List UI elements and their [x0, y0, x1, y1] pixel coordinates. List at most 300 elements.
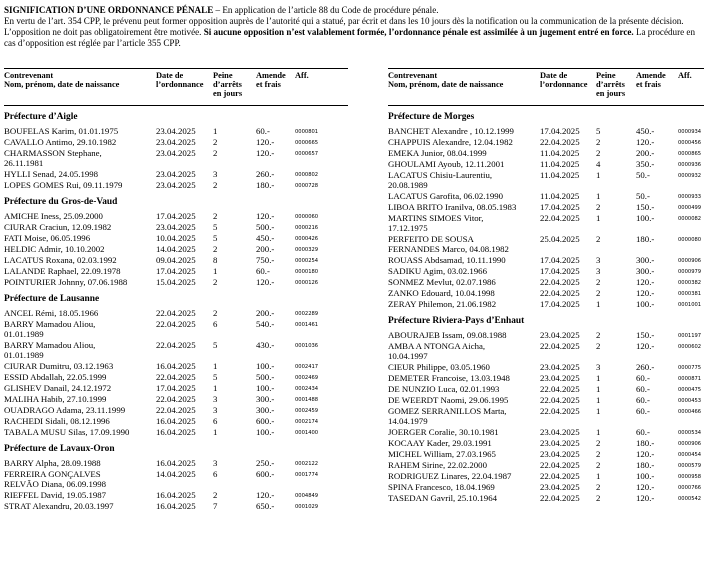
penalty-days: 1 — [213, 383, 218, 393]
header-case: Aff. — [295, 71, 309, 80]
penalty-days: 1 — [596, 406, 601, 416]
table-row — [388, 471, 704, 482]
case-number: 0000216 — [295, 225, 319, 231]
order-date: 23.04.2025 — [540, 427, 580, 437]
case-number: 0000936 — [678, 162, 702, 168]
case-number: 0000329 — [295, 247, 319, 253]
case-number: 0001197 — [678, 333, 702, 339]
offender-name: DEMETER Francoise, 13.03.1948 — [388, 373, 510, 383]
order-date: 23.04.2025 — [540, 449, 580, 459]
table-row — [4, 427, 348, 438]
offender-name: MICHEL William, 27.03.1965 — [388, 449, 496, 459]
case-number: 0000180 — [295, 269, 319, 275]
header-date: Date de l’ordonnance — [540, 71, 588, 89]
section-title: Préfecture de Lausanne — [4, 294, 100, 304]
penalty-days: 3 — [596, 255, 601, 265]
penalty-days: 1 — [596, 299, 601, 309]
case-number: 0000382 — [678, 280, 702, 286]
table-row — [4, 405, 348, 416]
case-number: 0002469 — [295, 375, 319, 381]
table-row — [4, 126, 348, 137]
fine-amount: 120.- — [636, 288, 655, 298]
table-row — [388, 330, 704, 341]
offender-name: BARRY Mamadou Aliou, 01.01.1989 — [4, 340, 96, 360]
penalty-days: 2 — [213, 490, 218, 500]
fine-amount: 100.- — [636, 299, 655, 309]
fine-amount: 500.- — [256, 372, 275, 382]
section-title: Préfecture de Lavaux-Oron — [4, 444, 115, 454]
offender-name: BARRY Mamadou Aliou, 01.01.1989 — [4, 319, 96, 339]
section-title: Préfecture d’Aigle — [4, 112, 78, 122]
offender-name: HYLLI Senad, 24.05.1998 — [4, 169, 99, 179]
header-date: Date de l’ordonnance — [156, 71, 204, 89]
fine-amount: 120.- — [256, 137, 275, 147]
table-row — [4, 211, 348, 222]
fine-amount: 120.- — [636, 449, 655, 459]
fine-amount: 60.- — [636, 406, 650, 416]
case-number: 0000728 — [295, 183, 319, 189]
fine-amount: 260.- — [636, 362, 655, 372]
order-date: 22.04.2025 — [540, 277, 580, 287]
fine-amount: 300.- — [256, 405, 275, 415]
case-number: 0000933 — [678, 194, 702, 200]
penalty-days: 5 — [213, 340, 218, 350]
order-date: 17.04.2025 — [156, 211, 196, 221]
order-date: 11.04.2025 — [540, 159, 580, 169]
penalty-days: 7 — [213, 501, 218, 511]
penalty-days: 1 — [213, 427, 218, 437]
table-row — [388, 373, 704, 384]
penalty-days: 5 — [213, 372, 218, 382]
penalty-days: 2 — [596, 493, 601, 503]
offender-name: SADIKU Agim, 03.02.1966 — [388, 266, 487, 276]
order-date: 22.04.2025 — [540, 384, 580, 394]
offender-name: SPINA Francesco, 18.04.1969 — [388, 482, 495, 492]
order-date: 22.04.2025 — [540, 406, 580, 416]
table-row — [388, 277, 704, 288]
penalty-days: 3 — [213, 169, 218, 179]
fine-amount: 120.- — [636, 493, 655, 503]
table-row — [4, 361, 348, 372]
offender-name: JOERGER Coralie, 30.10.1981 — [388, 427, 499, 437]
order-date: 11.04.2025 — [540, 148, 580, 158]
order-date: 22.04.2025 — [156, 394, 196, 404]
case-number: 0002122 — [295, 461, 319, 467]
table-row — [4, 255, 348, 266]
case-number: 0001029 — [295, 504, 319, 510]
order-date: 17.04.2025 — [540, 266, 580, 276]
header-case: Aff. — [678, 71, 692, 80]
fine-amount: 200.- — [256, 244, 275, 254]
order-date: 22.04.2025 — [156, 405, 196, 415]
offender-name: CIEUR Philippe, 03.05.1960 — [388, 362, 490, 372]
offender-name: LOPES GOMES Rui, 09.11.1979 — [4, 180, 123, 190]
offender-name: POINTURIER Johnny, 07.06.1988 — [4, 277, 128, 287]
penalty-days: 3 — [596, 266, 601, 276]
offender-name: GOMEZ SERRANILLOS Marta, 14.04.1979 — [388, 406, 507, 426]
fine-amount: 100.- — [256, 427, 275, 437]
case-number: 0000579 — [678, 463, 702, 469]
order-date: 17.04.2025 — [540, 126, 580, 136]
order-date: 22.04.2025 — [540, 493, 580, 503]
penalty-days: 2 — [596, 460, 601, 470]
fine-amount: 100.- — [636, 471, 655, 481]
penalty-days: 3 — [213, 405, 218, 415]
penalty-days: 1 — [596, 395, 601, 405]
order-date: 16.04.2025 — [156, 501, 196, 511]
right-column — [388, 68, 704, 504]
fine-amount: 500.- — [256, 222, 275, 232]
fine-amount: 120.- — [256, 490, 275, 500]
table-row — [388, 137, 704, 148]
penalty-days: 2 — [596, 277, 601, 287]
penalty-days: 4 — [596, 159, 601, 169]
table-row — [388, 234, 704, 255]
case-number: 0002434 — [295, 386, 319, 392]
penalty-days: 6 — [213, 416, 218, 426]
order-date: 22.04.2025 — [540, 471, 580, 481]
penalty-days: 1 — [213, 361, 218, 371]
penalty-days: 2 — [596, 330, 601, 340]
fine-amount: 120.- — [256, 211, 275, 221]
fine-amount: 200.- — [256, 308, 275, 318]
penalty-days: 2 — [596, 234, 601, 244]
table-row — [4, 340, 348, 361]
order-date: 14.04.2025 — [156, 469, 196, 479]
order-date: 17.04.2025 — [540, 202, 580, 212]
order-date: 14.04.2025 — [156, 244, 196, 254]
case-number: 0000979 — [678, 269, 702, 275]
offender-name: MALIHA Habib, 27.10.1999 — [4, 394, 107, 404]
offender-name: DE NUNZIO Luca, 02.01.1993 — [388, 384, 500, 394]
case-number: 0000534 — [678, 430, 702, 436]
penalty-days: 2 — [213, 244, 218, 254]
order-date: 23.04.2025 — [540, 482, 580, 492]
fine-amount: 300.- — [636, 255, 655, 265]
case-number: 0002417 — [295, 364, 319, 370]
penalty-days: 2 — [213, 180, 218, 190]
case-number: 0000082 — [678, 216, 702, 222]
notice-title: SIGNIFICATION D’UNE ORDONNANCE PÉNALE — [4, 5, 214, 15]
offender-name: RODRIGUEZ Linares, 22.04.1987 — [388, 471, 512, 481]
offender-name: ROUASS Abdsamad, 10.11.1990 — [388, 255, 506, 265]
offender-name: LACATUS Garofita, 06.02.1990 — [388, 191, 504, 201]
penalty-days: 2 — [213, 211, 218, 221]
penalty-days: 2 — [596, 288, 601, 298]
fine-amount: 180.- — [256, 180, 275, 190]
notice-end-text: La procédure en cas d’opposition est réglée par l’article 355 CPP. — [4, 27, 696, 48]
case-number: 0000475 — [678, 387, 702, 393]
case-number: 0000060 — [295, 214, 319, 220]
case-number: 0000865 — [678, 151, 702, 157]
case-number: 0000080 — [678, 237, 702, 243]
offender-name: KOCAAY Kader, 29.03.1991 — [388, 438, 492, 448]
order-date: 23.04.2025 — [540, 330, 580, 340]
penalty-days: 8 — [213, 255, 218, 265]
table-row — [4, 233, 348, 244]
fine-amount: 180.- — [636, 438, 655, 448]
fine-amount: 180.- — [636, 234, 655, 244]
order-date: 15.04.2025 — [156, 277, 196, 287]
table-row — [388, 362, 704, 373]
penalty-days: 1 — [596, 373, 601, 383]
case-number: 0000602 — [678, 344, 702, 350]
table-row — [4, 148, 348, 169]
order-date: 16.04.2025 — [156, 427, 196, 437]
case-number: 0000775 — [678, 365, 702, 371]
penalty-days: 1 — [213, 126, 218, 136]
fine-amount: 200.- — [636, 148, 655, 158]
offender-name: FERREIRA GONÇALVES RELVÃO Diana, 06.09.1998 — [4, 469, 107, 489]
fine-amount: 650.- — [256, 501, 275, 511]
penalty-days: 5 — [596, 126, 601, 136]
offender-name: DE WEERDT Naomi, 29.06.1995 — [388, 395, 509, 405]
offender-name: HELDIC Admir, 10.10.2002 — [4, 244, 105, 254]
case-number: 0000499 — [678, 205, 702, 211]
penalty-days: 6 — [213, 319, 218, 329]
fine-amount: 100.- — [256, 383, 275, 393]
offender-name: GLISHEV Danail, 24.12.1972 — [4, 383, 112, 393]
table-row — [388, 202, 704, 213]
table-row — [388, 482, 704, 493]
left-column — [4, 68, 348, 512]
fine-amount: 430.- — [256, 340, 275, 350]
case-number: 0000766 — [678, 485, 702, 491]
table-row — [4, 319, 348, 340]
fine-amount: 540.- — [256, 319, 275, 329]
penalty-days: 1 — [213, 266, 218, 276]
case-number: 0000381 — [678, 291, 702, 297]
case-number: 0001036 — [295, 343, 319, 349]
order-date: 22.04.2025 — [156, 340, 196, 350]
penalty-days: 6 — [213, 469, 218, 479]
table-row — [4, 383, 348, 394]
order-date: 17.04.2025 — [540, 299, 580, 309]
fine-amount: 100.- — [636, 213, 655, 223]
case-number: 0001461 — [295, 322, 319, 328]
header-penalty: Peine d’arrêts en jours — [596, 71, 626, 98]
fine-amount: 150.- — [636, 330, 655, 340]
order-date: 23.04.2025 — [156, 137, 196, 147]
order-date: 16.04.2025 — [156, 458, 196, 468]
fine-amount: 450.- — [636, 126, 655, 136]
case-number: 0000454 — [678, 452, 702, 458]
table-row — [4, 394, 348, 405]
penalty-days: 1 — [596, 191, 601, 201]
fine-amount: 150.- — [636, 202, 655, 212]
case-number: 0000871 — [678, 376, 702, 382]
penalty-days: 2 — [596, 137, 601, 147]
offender-name: CIURAR Dumitru, 03.12.1963 — [4, 361, 114, 371]
table-row — [388, 213, 704, 234]
offender-name: SONMEZ Mevlut, 02.07.1986 — [388, 277, 496, 287]
case-number: 0001400 — [295, 430, 319, 436]
table-row — [388, 460, 704, 471]
penalty-days: 3 — [596, 362, 601, 372]
fine-amount: 50.- — [636, 191, 650, 201]
offender-name: EMEKA Junior, 08.04.1999 — [388, 148, 487, 158]
fine-amount: 600.- — [256, 469, 275, 479]
case-number: 0000802 — [295, 172, 319, 178]
fine-amount: 300.- — [636, 266, 655, 276]
order-date: 11.04.2025 — [540, 191, 580, 201]
penalty-days: 2 — [596, 482, 601, 492]
order-date: 25.04.2025 — [540, 234, 580, 244]
case-number: 0000453 — [678, 398, 702, 404]
penalty-days: 2 — [596, 202, 601, 212]
case-number: 0002459 — [295, 408, 319, 414]
case-number: 0000542 — [678, 496, 702, 502]
order-date: 23.04.2025 — [156, 148, 196, 158]
offender-name: STRAT Alexandru, 20.03.1997 — [4, 501, 114, 511]
order-date: 23.04.2025 — [156, 222, 196, 232]
fine-amount: 60.- — [256, 266, 270, 276]
table-row — [4, 277, 348, 288]
case-number: 0000426 — [295, 236, 319, 242]
order-date: 11.04.2025 — [540, 170, 580, 180]
order-date: 22.04.2025 — [156, 308, 196, 318]
fine-amount: 260.- — [256, 169, 275, 179]
fine-amount: 180.- — [636, 460, 655, 470]
offender-name: ZERAY Philemon, 21.06.1982 — [388, 299, 497, 309]
case-number: 0000801 — [295, 129, 319, 135]
fine-amount: 120.- — [636, 137, 655, 147]
case-number: 0000906 — [678, 258, 702, 264]
table-row — [4, 490, 348, 501]
order-date: 23.04.2025 — [156, 180, 196, 190]
order-date: 22.04.2025 — [540, 288, 580, 298]
offender-name: OUADRAGO Adama, 23.11.1999 — [4, 405, 126, 415]
fine-amount: 60.- — [636, 384, 650, 394]
penalty-days: 2 — [213, 308, 218, 318]
fine-amount: 100.- — [256, 361, 275, 371]
order-date: 22.04.2025 — [540, 395, 580, 405]
table-row — [388, 148, 704, 159]
offender-name: BOUFELAS Karim, 01.01.1975 — [4, 126, 119, 136]
order-date: 16.04.2025 — [156, 490, 196, 500]
offender-name: TASEDAN Gavril, 25.10.1964 — [388, 493, 498, 503]
order-date: 16.04.2025 — [156, 416, 196, 426]
offender-name: TABALA MUSU Silas, 17.09.1990 — [4, 427, 130, 437]
order-date: 17.04.2025 — [540, 255, 580, 265]
offender-name: LACATUS Roxana, 02.03.1992 — [4, 255, 117, 265]
fine-amount: 120.- — [256, 148, 275, 158]
order-date: 22.04.2025 — [540, 137, 580, 147]
header-penalty: Peine d’arrêts en jours — [213, 71, 243, 98]
table-row — [388, 449, 704, 460]
table-row — [4, 501, 348, 512]
table-row — [388, 266, 704, 277]
table-row — [388, 170, 704, 191]
order-date: 23.04.2025 — [156, 169, 196, 179]
order-date: 22.04.2025 — [540, 213, 580, 223]
table-row — [4, 372, 348, 383]
table-row — [388, 341, 704, 362]
offender-name: LALANDE Raphael, 22.09.1978 — [4, 266, 121, 276]
penalty-days: 2 — [213, 148, 218, 158]
order-date: 09.04.2025 — [156, 255, 196, 265]
table-row — [4, 416, 348, 427]
fine-amount: 60.- — [636, 427, 650, 437]
order-date: 22.04.2025 — [540, 341, 580, 351]
table-row — [388, 395, 704, 406]
case-number: 0000958 — [678, 474, 702, 480]
offender-name: BANCHET Alexandre , 10.12.1999 — [388, 126, 514, 136]
table-row — [388, 191, 704, 202]
offender-name: MARTINS SIMOES Vitor, 17.12.1975 — [388, 213, 484, 233]
penalty-days: 2 — [213, 277, 218, 287]
offender-name: LACATUS Chisiu-Laurentiu, 20.08.1989 — [388, 170, 493, 190]
fine-amount: 60.- — [256, 126, 270, 136]
offender-name: ANCEL Rémi, 18.05.1966 — [4, 308, 99, 318]
penalty-days: 1 — [596, 170, 601, 180]
penalty-days: 2 — [213, 137, 218, 147]
fine-amount: 250.- — [256, 458, 275, 468]
notice-text: En vertu de l’art. 354 CPP, le prévenu peut former opposition auprès de l’autorité qui a statué, par écrit et dans les 10 jours dès la notification ou la communication de la présente décision. L’opposition ne doit pas obligatoirement être motivée. — [4, 16, 684, 37]
table-row — [4, 458, 348, 469]
case-number: 0000932 — [678, 173, 702, 179]
offender-name: RACHEDI Sidali, 08.12.1996 — [4, 416, 110, 426]
column-header — [388, 69, 704, 105]
offender-name: RIEFFEL David, 19.05.1987 — [4, 490, 107, 500]
table-row — [388, 126, 704, 137]
table-row — [4, 308, 348, 319]
order-date: 17.04.2025 — [156, 266, 196, 276]
table-row — [388, 493, 704, 504]
offender-name: AMBA A NTONGA Aicha, 10.04.1997 — [388, 341, 486, 361]
notice-bold-text: Si aucune opposition n’est valablement formée, l’ordonnance pénale est assimilée à un jugement entré en force. — [203, 27, 634, 37]
penalty-days: 3 — [213, 458, 218, 468]
case-number: 0004849 — [295, 493, 319, 499]
fine-amount: 300.- — [256, 394, 275, 404]
offender-name: CIURAR Craciun, 12.09.1982 — [4, 222, 112, 232]
offender-name: ESSID Abdallah, 22.05.1999 — [4, 372, 107, 382]
penalty-days: 1 — [596, 471, 601, 481]
fine-amount: 750.- — [256, 255, 275, 265]
fine-amount: 50.- — [636, 170, 650, 180]
order-date: 22.04.2025 — [540, 460, 580, 470]
fine-amount: 600.- — [256, 416, 275, 426]
offender-name: ZANKO Edouard, 10.04.1998 — [388, 288, 495, 298]
table-row — [4, 222, 348, 233]
offender-name: CAVALLO Antimo, 29.10.1982 — [4, 137, 117, 147]
fine-amount: 60.- — [636, 373, 650, 383]
offender-name: ABOURAJEB Issam, 09.08.1988 — [388, 330, 507, 340]
case-number: 0001488 — [295, 397, 319, 403]
table-row — [4, 137, 348, 148]
case-number: 0002174 — [295, 419, 319, 425]
column-header — [4, 69, 348, 105]
intro-paragraph — [4, 5, 706, 49]
case-number: 0002289 — [295, 311, 319, 317]
offender-name: AMICHE Iness, 25.09.2000 — [4, 211, 103, 221]
case-number: 0000665 — [295, 140, 319, 146]
order-date: 23.04.2025 — [540, 362, 580, 372]
order-date: 23.04.2025 — [540, 373, 580, 383]
order-date: 23.04.2025 — [540, 438, 580, 448]
penalty-days: 3 — [213, 394, 218, 404]
table-row — [388, 159, 704, 170]
penalty-days: 2 — [596, 148, 601, 158]
case-number: 0001001 — [678, 302, 702, 308]
table-row — [388, 406, 704, 427]
case-number: 0000466 — [678, 409, 702, 415]
order-date: 22.04.2025 — [156, 372, 196, 382]
order-date: 10.04.2025 — [156, 233, 196, 243]
header-fine: Amende et frais — [636, 71, 666, 89]
table-row — [4, 180, 348, 191]
section-title: Préfecture Riviera-Pays d’Enhaut — [388, 316, 525, 326]
